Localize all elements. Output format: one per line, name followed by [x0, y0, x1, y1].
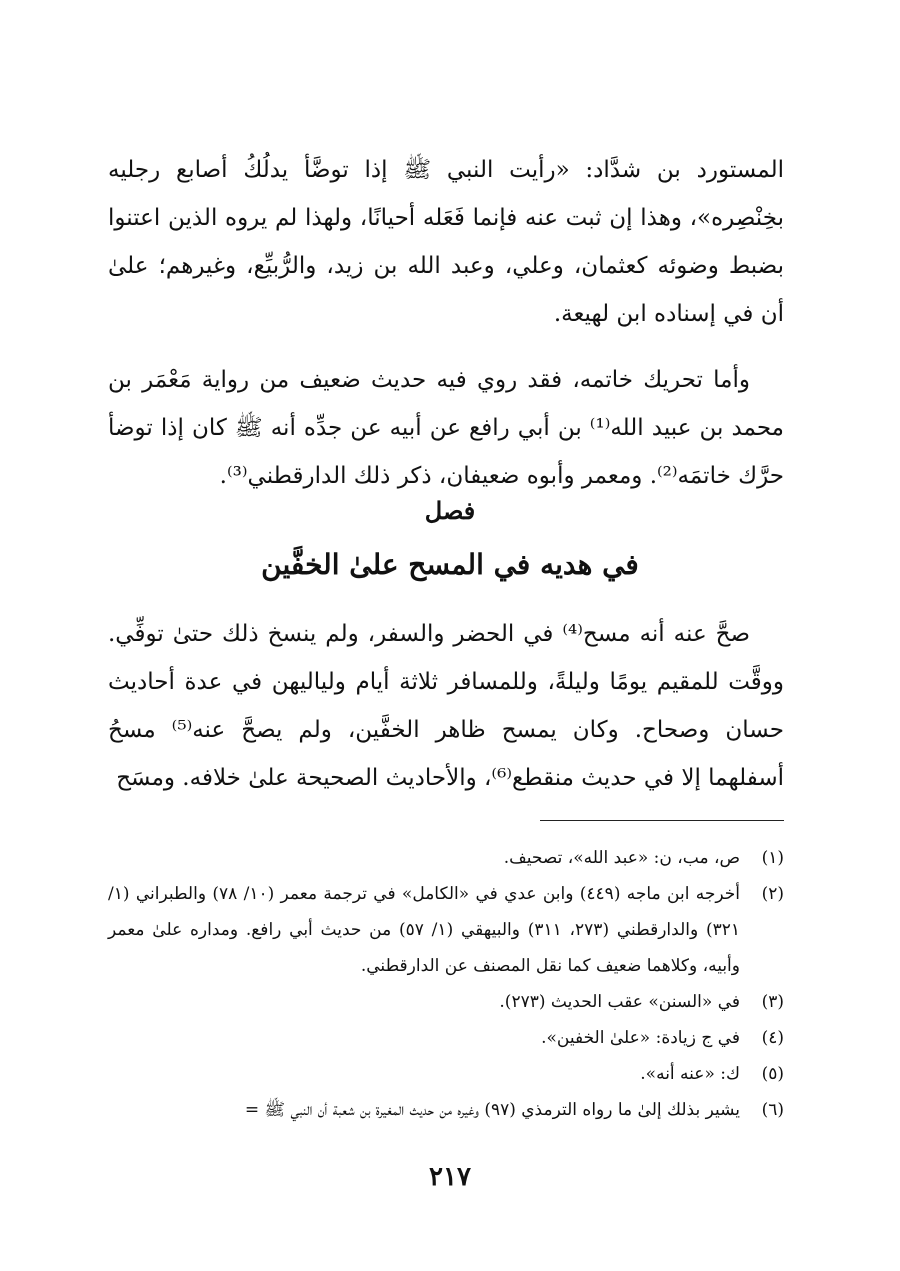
footnote-item	[108, 1092, 784, 1128]
footnote-number: (٦)	[761, 1100, 784, 1120]
section-title: في هديه في المسح علىٰ الخفَّين	[261, 548, 639, 581]
page-number: ٢١٧	[429, 1162, 471, 1192]
footnote-text: أخرجه ابن ماجه (٤٤٩) وابن عدي في «الكامل» في ترجمة معمر (١٠/ ٧٨) والطبراني (١/ ٣٢١) والدارقطني (٢٧٣، ٣١١) والبيهقي (١/ ٥٧) من حديث أبي رافع. ومداره علىٰ معمر وأبيه، وكلاهما ضعيف كما نقل المصنف عن الدارقطني.	[108, 884, 740, 976]
body-text-upper	[108, 146, 784, 500]
footnote-text: ك: «عنه أنه».	[640, 1064, 740, 1084]
paragraph-khuff: صحَّ عنه أنه مسح⁽⁴⁾ في الحضر والسفر، ولم ينسخ ذلك حتىٰ توفِّي. ووقَّت للمقيم يومًا وليلةً، وللمسافر ثلاثة أيام ولياليهن في عدة أحاديث حسان وصحاح. وكان يمسح ظاهر الخفَّين، ولم يصحَّ عنه⁽⁵⁾ مسحُ أسفلهما إلا في حديث منقطع⁽⁶⁾، والأحاديث الصحيحة علىٰ خلافه. ومسَح	[108, 621, 784, 791]
footnote-item	[108, 984, 784, 1020]
footnote-number: (٤)	[761, 1028, 784, 1048]
footnote-item	[108, 840, 784, 876]
footnote-text: يشير بذلك إلىٰ ما رواه الترمذي (٩٧) وغيره من حديث المغيرة بن شعبة أن النبي ﷺ =	[244, 1100, 740, 1120]
footnote-number: (٢)	[761, 884, 784, 904]
footnote-number: (٥)	[761, 1064, 784, 1084]
body-text-lower	[108, 610, 784, 802]
paragraph-ring: وأما تحريك خاتمه، فقد روي فيه حديث ضعيف من رواية مَعْمَر بن محمد بن عبيد الله⁽¹⁾ بن أبي رافع عن أبيه عن جدِّه أنه ﷺ كان إذا توضأ حرَّك خاتمَه⁽²⁾. ومعمر وأبوه ضعيفان، ذكر ذلك الدارقطني⁽³⁾.	[108, 367, 784, 489]
footnotes	[108, 840, 784, 1128]
paragraph-wudu: المستورد بن شدَّاد: «رأيت النبي ﷺ إذا توضَّأ يدلُكُ أصابع رجليه بخِنْصِره»، وهذا إن ثبت عنه فإنما فَعَله أحيانًا، ولهذا لم يروه الذين اعتنوا بضبط وضوئه كعثمان، وعلي، وعبد الله بن زيد، والرُّبيِّع، وغيرهم؛ علىٰ أن في إسناده ابن لهيعة.	[108, 157, 784, 327]
footnote-number: (١)	[761, 848, 784, 868]
footnote-text: ص، مب، ن: «عبد الله»، تصحيف.	[503, 848, 740, 868]
footnote-number: (٣)	[761, 992, 784, 1012]
footnote-text: في «السنن» عقب الحديث (٢٧٣).	[499, 992, 740, 1012]
footnote-item	[108, 1020, 784, 1056]
footnote-item	[108, 1056, 784, 1092]
footnote-text: في ج زيادة: «علىٰ الخفين».	[541, 1028, 740, 1048]
footnote-item	[108, 876, 784, 984]
footnote-divider	[540, 820, 784, 821]
section-label: فصل	[424, 496, 476, 525]
